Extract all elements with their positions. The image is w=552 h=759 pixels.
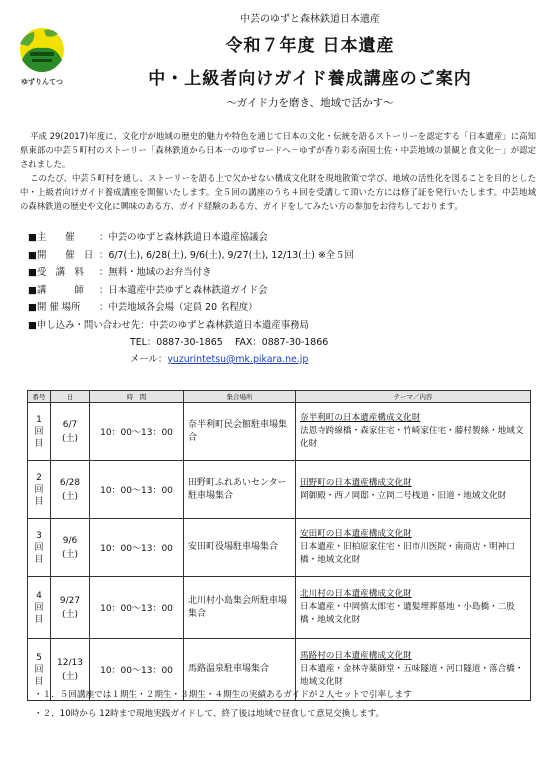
session-time: 10：00～13：00 — [90, 639, 184, 701]
session-number: 5 回 目 — [28, 639, 51, 701]
table-row — [28, 577, 531, 639]
header-number: 番号 — [28, 391, 51, 403]
info-venue: ■開 催 場所 ：中芸地域各会場（定員 20 名程度） — [28, 299, 528, 317]
info-dates: ■開 催 日 ：6/7(土), 6/28(土), 9/6(土), 9/27(土), 12/13(土) ※全５回 — [28, 247, 528, 265]
session-number: 4 回 目 — [28, 577, 51, 639]
session-theme: 馬路村の日本遺産構成文化財 日本遺産・金林寺薬師堂・五味隧道・河口隧道・落合橋・地域文化財 — [296, 639, 531, 701]
contact-tel-fax: TEL：0887-30-1865 FAX：0887-30-1866 — [130, 337, 329, 348]
session-date: 9/6 (土) — [51, 519, 90, 577]
header-place: 集合場所 — [184, 391, 296, 403]
note-2: ・２．10時から 12時まで現地実践ガイドして、終了後は地域で昼食して意見交換します。 — [34, 709, 385, 719]
header-time: 時 間 — [90, 391, 184, 403]
session-number: 2 回 目 — [28, 461, 51, 519]
session-theme: 奈半利町の日本遺産構成文化財 法恩寺跨線橋・森家住宅・竹崎家住宅・藤村製絲・地域文化財 — [296, 403, 531, 461]
table-row — [28, 519, 531, 577]
header-theme: テーマ／内容 — [296, 391, 531, 403]
info-sponsor: ■主 催 ：中芸のゆずと森林鉄道日本遺産協議会 — [28, 229, 528, 247]
logo — [14, 26, 70, 88]
session-number: 1 回 目 — [28, 403, 51, 461]
table-row — [28, 403, 531, 461]
logo-text: ゆずりんてつ — [21, 78, 63, 86]
session-theme: 北川村の日本遺産構成文化財 日本遺産・中岡慎太郎宅・遺髪埋葬墓地・小島橋・二股橋・地域文化財 — [296, 577, 531, 639]
session-time: 10：00～13：00 — [90, 577, 184, 639]
session-time: 10：00～13：00 — [90, 461, 184, 519]
session-place: 安田町役場駐車場集合 — [184, 519, 296, 577]
session-date: 6/7 (土) — [51, 403, 90, 461]
notes — [34, 686, 412, 724]
session-place: 田野町ふれあいセンター駐車場集合 — [184, 461, 296, 519]
square-bullet-icon: ■ — [28, 284, 37, 296]
session-date: 9/27 (土) — [51, 577, 90, 639]
square-bullet-icon: ■ — [28, 267, 37, 278]
intro-paragraph-1: 平成 29(2017)年度に、文化庁が地域の歴史的魅力や特色を通じて日本の文化・伝統を語るストーリーを認定する「日本遺産」に高知県東部の中芸５町村のストーリー「森林鉄道から日本一のゆずロードへ－ゆずが香り彩る南国土佐・中芸地域の景観と食文化－」が認定されました。 — [20, 131, 536, 169]
session-date: 6/28 (土) — [51, 461, 90, 519]
contact-mail: メール：yuzurintetsu@mk.pikara.ne.jp — [130, 354, 309, 365]
info-apply: ■申し込み・問い合わせ先：中芸のゆずと森林鉄道日本遺産事務局 — [28, 317, 528, 335]
square-bullet-icon: ■ — [28, 319, 37, 331]
square-bullet-icon: ■ — [28, 232, 37, 243]
subtitle: ～ガイド力を磨き、地域で活かす～ — [226, 97, 394, 109]
intro-text — [20, 129, 536, 213]
page-title-sub: 中・上級者向けガイド養成講座のご案内 — [148, 69, 472, 89]
intro-paragraph-2: このたび、中芸５町村を通し、ストーリーを語る上で欠かせない構成文化財を現地散策で学び、地域の活性化を図ることを目的とした中・上級者向けガイド養成講座を開催いたします。全５回の講座のうち４回を受講して頂いた方には修了証を発行いたします。中芸地域の森林鉄道の歴史や文化に興味のある方、ガイド経験のある方、ガイドをしてみたい方の参加をお待ちしております。 — [20, 173, 536, 211]
session-place: 奈半利町民会館駐車場集合 — [184, 403, 296, 461]
info-lecturer: ■講 師 ：日本遺産中芸ゆずと森林鉄道ガイド会 — [28, 282, 528, 300]
session-place: 北川村小島集会所駐車場集合 — [184, 577, 296, 639]
organizer-name: 中芸のゆずと森林鉄道日本遺産 — [240, 14, 380, 25]
info-list — [28, 229, 528, 368]
session-place: 馬路温泉駐車場集合 — [184, 639, 296, 701]
session-theme: 安田町の日本遺産構成文化財 日本遺産・旧柏原家住宅・旧市川医院・南商店・明神口橋・地域文化財 — [296, 519, 531, 577]
square-bullet-icon: ■ — [28, 302, 37, 313]
email-link[interactable]: yuzurintetsu@mk.pikara.ne.jp — [167, 354, 309, 365]
session-theme: 田野町の日本遺産構成文化財 岡御殿・西ノ岡邸・立岡二号桟道・旧道・地域文化財 — [296, 461, 531, 519]
info-fee: ■受 講 料 ：無料・地域のお弁当付き — [28, 264, 528, 282]
session-date: 12/13 (土) — [51, 639, 90, 701]
note-1: ・１．５回講座では１期生・２期生・３期生・４期生の実績あるガイドが２人セットで引率します — [34, 690, 412, 700]
page-title: 令和７年度 日本遺産 — [225, 36, 395, 56]
schedule-table — [27, 390, 531, 701]
yuzu-logo-icon — [14, 26, 70, 88]
session-time: 10：00～13：00 — [90, 403, 184, 461]
table-header-row — [28, 391, 531, 403]
session-number: 3 回 目 — [28, 519, 51, 577]
table-row — [28, 461, 531, 519]
session-time: 10：00～13：00 — [90, 519, 184, 577]
square-bullet-icon: ■ — [28, 249, 37, 261]
header-date: 日 — [51, 391, 90, 403]
